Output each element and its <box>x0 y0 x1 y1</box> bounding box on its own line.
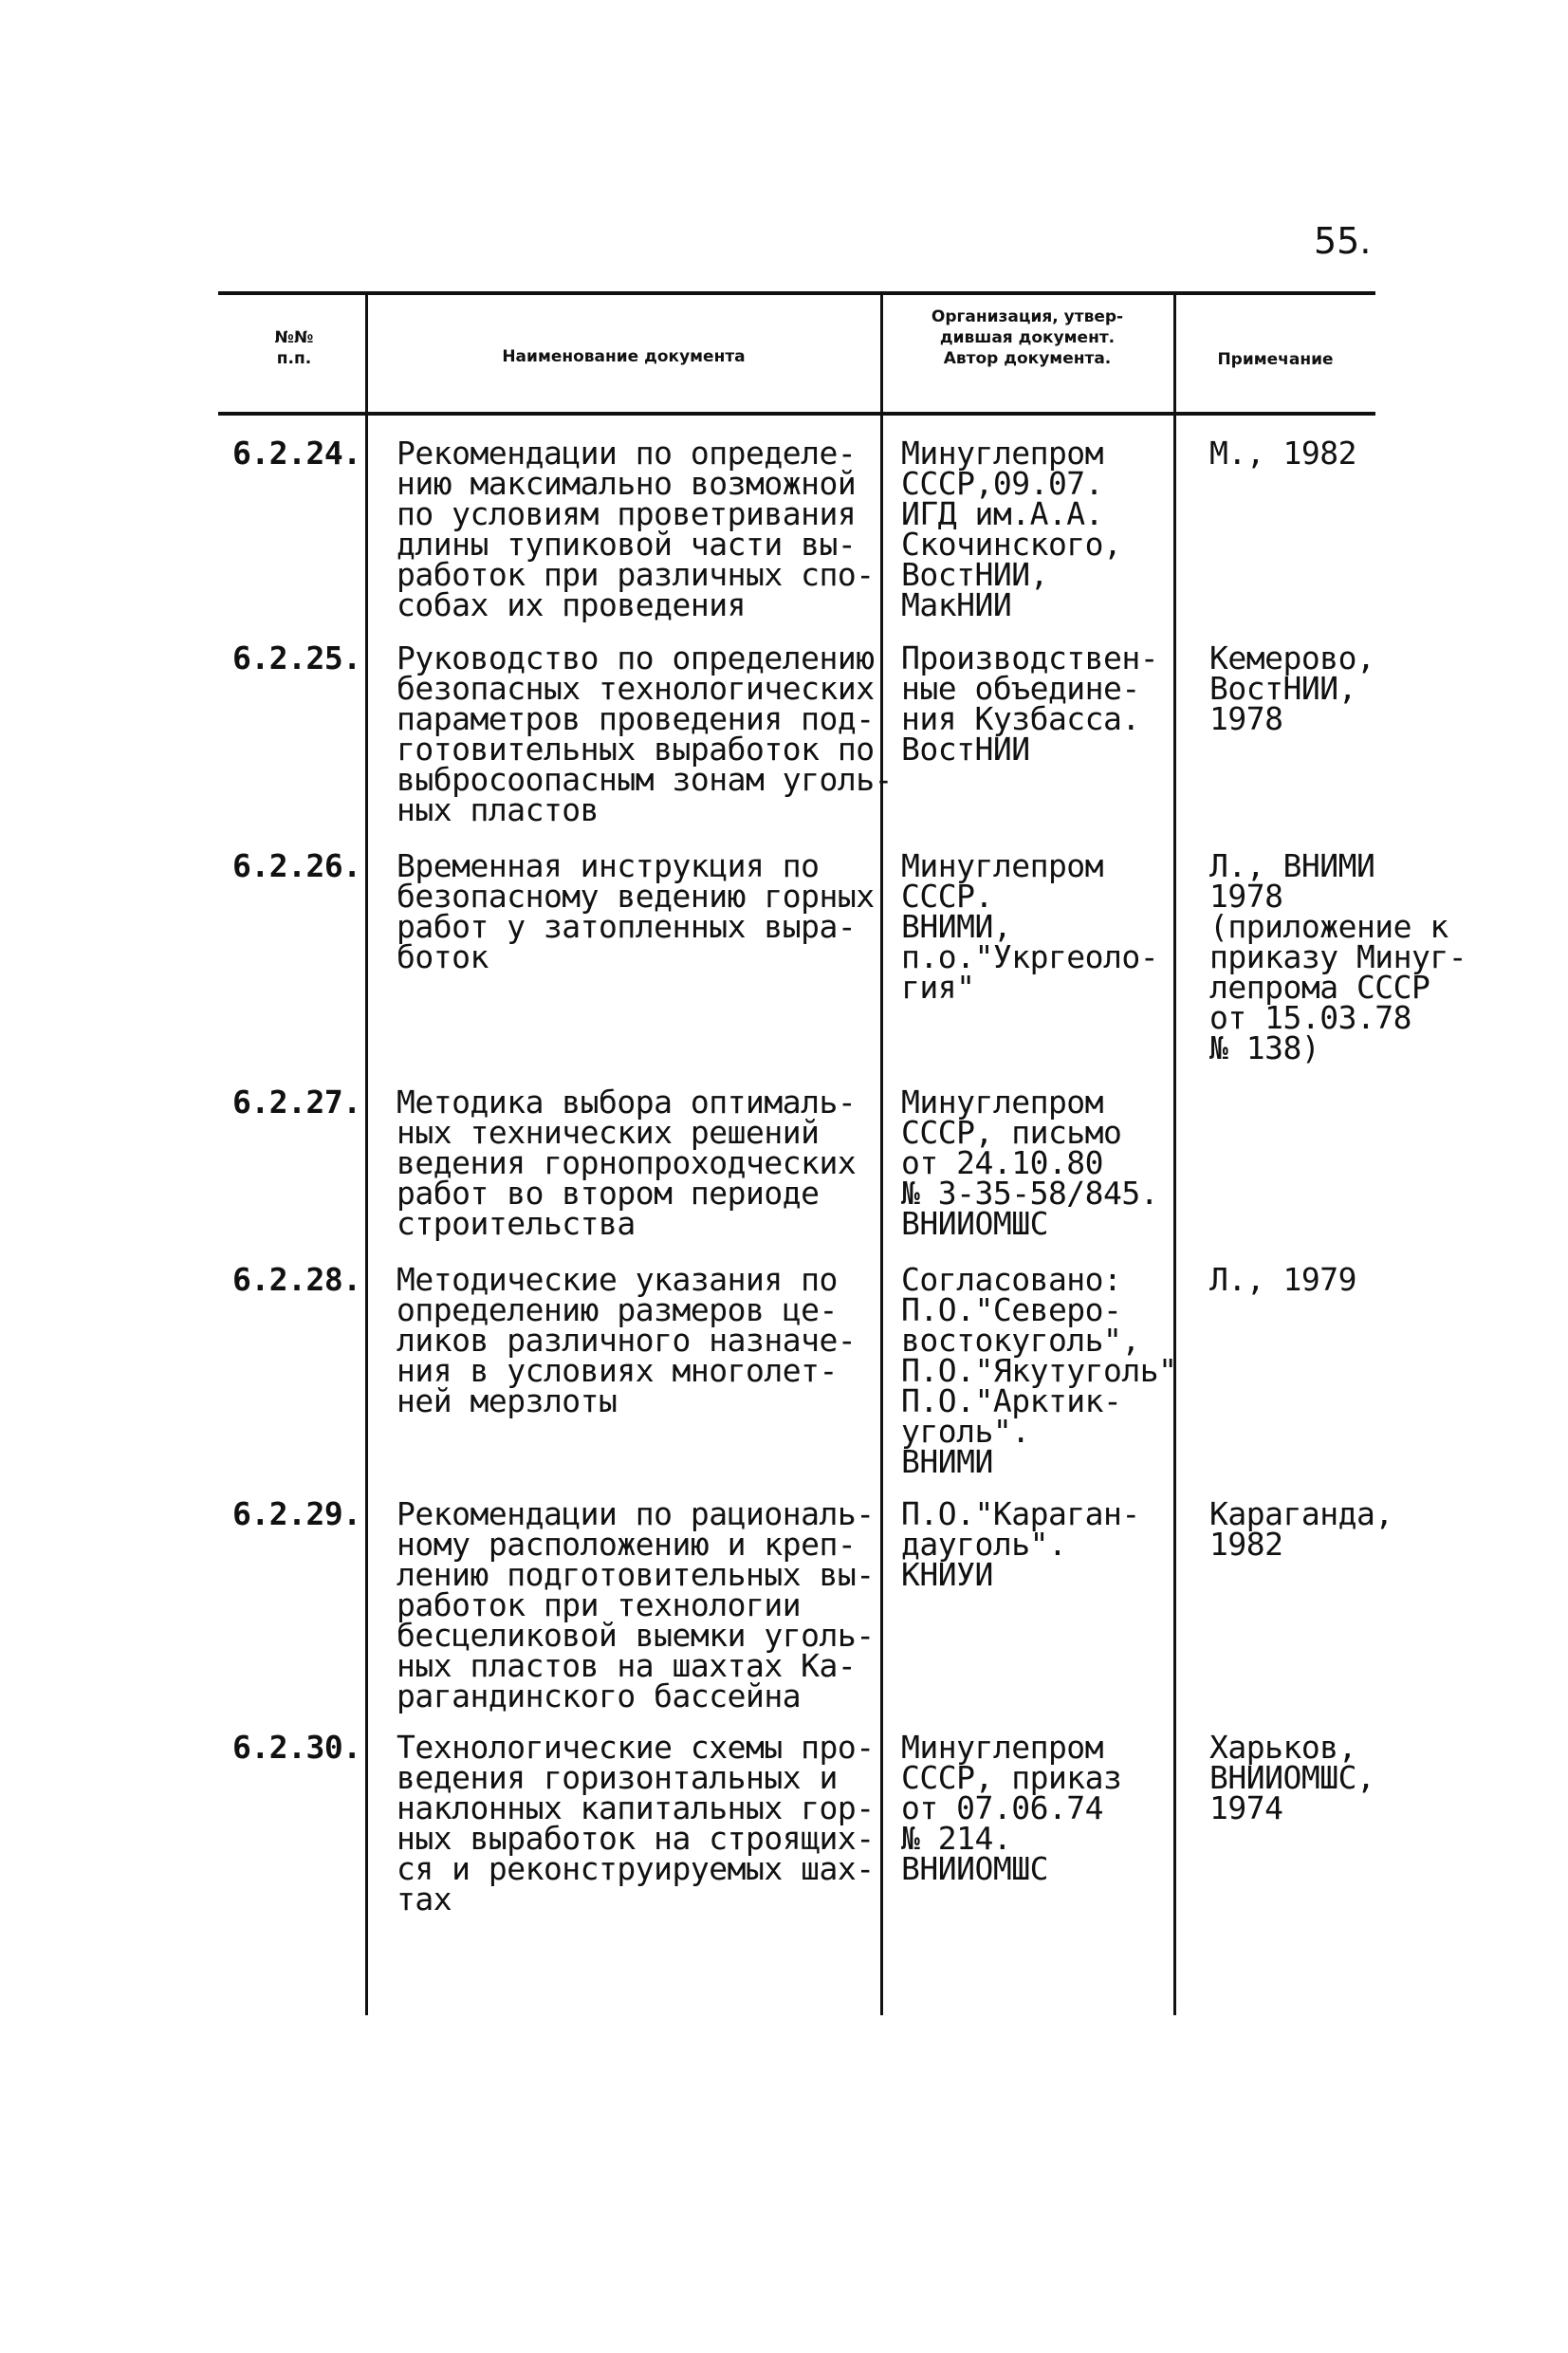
row-org: Согласовано: П.О."Северо- востокуголь", П.О."Якутуголь" П.О."Арктик- уголь". ВНИМИ <box>901 1261 1177 1480</box>
row-num: 6.2.27. <box>232 1084 361 1121</box>
row-org: Минуглепром СССР, приказ от 07.06.74 № 214. ВНИИОМШС <box>901 1729 1122 1887</box>
row-org: Минуглепром СССР,09.07. ИГД им.А.А. Скочинского, ВостНИИ, МакНИИ <box>901 435 1122 623</box>
row-num: 6.2.24. <box>232 435 361 472</box>
row-num: 6.2.28. <box>232 1261 361 1298</box>
column-divider-3 <box>1173 293 1176 2015</box>
header-name: Наименование документа <box>502 347 746 366</box>
header-num: №№ п.п. <box>274 328 314 368</box>
row-num: 6.2.26. <box>232 847 361 884</box>
row-note: М., 1982 <box>1209 435 1356 472</box>
row-name: Рекомендации по определе- нию максимально возможной по условиям проветривания длины тупиковой части вы- работок при различных спо- собах их проведения <box>397 435 875 623</box>
header-bottom-rule <box>218 412 1375 416</box>
row-num: 6.2.29. <box>232 1495 361 1532</box>
row-note: Л., ВНИМИ 1978 (приложение к приказу Минуг- лепрома СССР от 15.03.78 № 138) <box>1209 847 1467 1066</box>
row-name: Руководство по определению безопасных технологических параметров проведения под- готовительных выработок по выбросоопасным зонам уголь- ных пластов <box>397 639 893 828</box>
page-number: 55. <box>1314 220 1372 262</box>
row-num: 6.2.25. <box>232 639 361 676</box>
row-org: П.О."Караган- дауголь". КНИУИ <box>901 1495 1140 1593</box>
row-org: Производствен- ные объедине- ния Кузбасса. ВостНИИ <box>901 639 1159 768</box>
header-note: Примечание <box>1217 350 1334 369</box>
row-num: 6.2.30. <box>232 1729 361 1766</box>
row-org: Минуглепром СССР. ВНИМИ, п.о."Укргеоло- гия" <box>901 847 1159 1006</box>
row-name: Рекомендации по рациональ- ному расположению и креп- лению подготовительных вы- работок при технологии бесцеликовой выемки уголь- ных пластов на шахтах Ка- рагандинского бассейна <box>397 1495 875 1714</box>
row-note: Кемерово, ВостНИИ, 1978 <box>1209 639 1375 737</box>
column-divider-2 <box>880 293 883 2015</box>
row-name: Методические указания по определению размеров це- ликов различного назначе- ния в условиях многолет- ней мерзлоты <box>397 1261 857 1419</box>
row-note: Л., 1979 <box>1209 1261 1356 1298</box>
row-org: Минуглепром СССР, письмо от 24.10.80 № 3-35-58/845. ВНИИОМШС <box>901 1084 1159 1242</box>
column-divider-1 <box>365 293 368 2015</box>
header-org: Организация, утвер- дившая документ. Автор документа. <box>931 307 1124 368</box>
row-note: Харьков, ВНИИОМШС, 1974 <box>1209 1729 1375 1826</box>
table-top-rule <box>218 291 1375 295</box>
row-name: Временная инструкция по безопасному ведению горных работ у затопленных выра- боток <box>397 847 875 975</box>
row-name: Технологические схемы про- ведения горизонтальных и наклонных капитальных гор- ных выработок на строящих- ся и реконструируемых шах- тах <box>397 1729 875 1918</box>
row-name: Методика выбора оптималь- ных технических решений ведения горнопроходческих работ во втором периоде строительства <box>397 1084 857 1242</box>
row-note: Караганда, 1982 <box>1209 1495 1393 1563</box>
